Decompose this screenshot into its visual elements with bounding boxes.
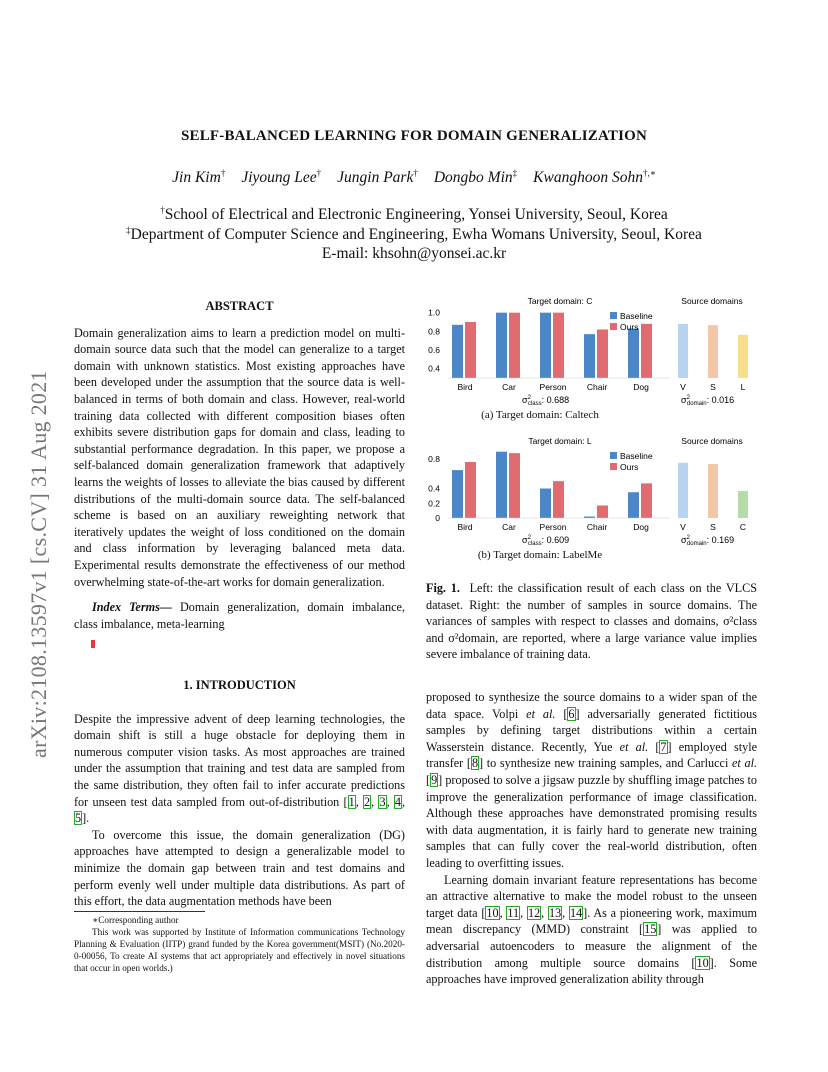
index-terms-label: Index Terms— bbox=[92, 600, 172, 615]
citation-link[interactable]: 8 bbox=[471, 756, 479, 771]
red-marker bbox=[91, 640, 95, 648]
citation-link[interactable]: 13 bbox=[548, 905, 562, 920]
abstract-heading: ABSTRACT bbox=[205, 299, 274, 313]
footnote-corresponding: ∗Corresponding author bbox=[92, 915, 179, 925]
citation-link[interactable]: 14 bbox=[569, 905, 583, 920]
x-tick-label: Car bbox=[502, 382, 516, 392]
bar-baseline bbox=[496, 452, 507, 518]
citation-link[interactable]: 12 bbox=[527, 905, 541, 920]
bar-baseline bbox=[584, 334, 595, 378]
legend-label: Ours bbox=[620, 462, 639, 472]
body-text: adversarially generated fictitious samples by defining target distributions within a certain Wasserstein distance. Recently, Yue bbox=[426, 706, 757, 754]
x-tick-label: Chair bbox=[586, 522, 608, 532]
y-tick-label: 0.8 bbox=[428, 454, 440, 465]
x-tick-label: C bbox=[739, 522, 747, 532]
source-bar-s bbox=[708, 464, 718, 518]
bar-baseline bbox=[496, 313, 507, 378]
index-terms-text: Domain generalization, domain imbalance, class imbalance, meta-learning bbox=[74, 600, 405, 631]
bar-baseline bbox=[540, 489, 551, 518]
bar-ours bbox=[553, 313, 564, 378]
source-bar-v bbox=[678, 463, 688, 518]
y-tick-label: 1.0 bbox=[428, 307, 440, 318]
intro-heading: 1. INTRODUCTION bbox=[183, 678, 296, 692]
right-paragraph-2: Learning domain invariant feature representations has become an attractive alternative to make the model robust to the unseen target data [10, 11, 12, 13, 14]. As a pioneering work, maximum mean discrepancy (MMD) constraint [15] was applied to adversarial autoencoders to measure the alignment of the distribution among multiple source domains [10]. Some approaches have improved generalization ability through bbox=[426, 872, 757, 987]
author-name: Jungin Park† bbox=[337, 168, 418, 187]
source-bar-c bbox=[738, 491, 748, 518]
author-name: Jin Kim† bbox=[172, 168, 226, 187]
bar-ours bbox=[465, 322, 476, 378]
body-text: employed style transfer bbox=[426, 739, 757, 771]
body-text: . Some approaches have improved generalization ability through bbox=[426, 955, 757, 987]
source-bar-l bbox=[738, 335, 748, 378]
email: E-mail: khsohn@yonsei.ac.kr bbox=[321, 245, 507, 262]
body-text: to synthesize new training samples, and Carlucci bbox=[483, 756, 733, 771]
y-tick-label: 0.4 bbox=[428, 363, 440, 374]
citation-link[interactable]: 11 bbox=[507, 905, 520, 920]
citation-link[interactable]: 7 bbox=[660, 739, 667, 754]
x-tick-label: Person bbox=[539, 522, 567, 532]
affiliation-1 bbox=[0, 205, 828, 224]
introduction-section bbox=[74, 677, 405, 910]
body-text: et al. bbox=[619, 739, 649, 754]
x-tick-label: Bird bbox=[457, 522, 473, 532]
y-tick-label: 0.8 bbox=[428, 326, 440, 337]
affiliation-text: Department of Computer Science and Engineering, Ewha Womans University, Seoul, Korea bbox=[130, 226, 702, 244]
footnote-funding: This work was supported by Institute of Information communications Technology Planning & Evaluation (IITP) grand funded by the Korea government(MSIT) (No.2020-0-00056, To create AI systems that act appropriately and effectively in novel situations that occur in open worlds.) bbox=[74, 927, 405, 973]
body-text: ]. As a pioneering work, maximum mean discrepancy (MMD) constraint bbox=[426, 905, 757, 937]
y-tick-label: 0.2 bbox=[428, 498, 440, 509]
author-mark: †,∗ bbox=[642, 168, 656, 178]
affiliation-text: School of Electrical and Electronic Engineering, Yonsei University, Seoul, Korea bbox=[164, 206, 668, 224]
bar-baseline bbox=[540, 313, 551, 378]
source-bar-v bbox=[678, 324, 688, 378]
bar-ours bbox=[509, 453, 520, 518]
citation-link[interactable]: 9 bbox=[431, 772, 438, 787]
citation-link[interactable]: 2 bbox=[364, 794, 371, 809]
x-tick-label: V bbox=[680, 522, 686, 532]
intro-text: ]. bbox=[82, 811, 90, 826]
variance-label: $\sigma^2$ domain: 0.016 bbox=[681, 395, 735, 407]
x-tick-label: Dog bbox=[633, 522, 649, 532]
body-text: proposed to synthesize the source domains to a wider span of the data space. Volpi bbox=[426, 690, 757, 721]
chart-title: Source domains bbox=[681, 296, 743, 306]
figure-1 bbox=[420, 292, 760, 572]
author-name: Dongbo Min‡ bbox=[433, 168, 518, 187]
legend-label: Ours bbox=[620, 322, 639, 332]
variance-label: $\sigma^2$ class: 0.688 bbox=[522, 395, 570, 407]
author-mark: † bbox=[316, 168, 322, 178]
subcaption-a: (a) Target domain: Caltech bbox=[481, 409, 599, 421]
bar-baseline bbox=[628, 492, 639, 518]
arxiv-id: arXiv:2108.13597v1 [cs.CV] 31 Aug 2021 bbox=[26, 370, 51, 758]
citation-link[interactable]: 10 bbox=[696, 955, 709, 970]
intro-paragraph-2: To overcome this issue, the domain generalization (DG) approaches have attempted to design a generalizable model to minimize the domain gap between train and test domains and perform evenly well under multiple data distributions. As part of this effort, the data augmentation methods have been bbox=[74, 827, 405, 909]
legend-swatch bbox=[610, 323, 617, 330]
legend-swatch bbox=[610, 312, 617, 319]
footnote-rule bbox=[74, 911, 205, 912]
x-tick-label: V bbox=[680, 382, 686, 392]
bar-ours bbox=[641, 324, 652, 378]
variance-label: $\sigma^2$ domain: 0.169 bbox=[681, 535, 735, 547]
legend-label: Baseline bbox=[620, 311, 653, 321]
body-text: proposed to solve a jigsaw puzzle by shuffling image patches to improve the generalization performance of image classification. Although these approaches have demonstrated promising results with data augmentation, it is fairly hard to generate new training samples that can fully cover the real-world distribution, often leading to overfitting issues. bbox=[426, 772, 757, 870]
caption-label: Fig. 1. bbox=[426, 581, 460, 595]
chart-title: Source domains bbox=[681, 436, 743, 446]
citation-link[interactable]: 15 bbox=[644, 922, 657, 937]
intro-paragraph-1: Despite the impressive advent of deep learning technologies, the domain shift is still a huge obstacle for deploying them in numerous computer vision tasks. As most approaches are trained under the assumption that training and test data are sampled from the same distribution, they often fail to infer accurate predictions for unseen test data sampled from out-of-distribution [1, 2, 3, 4, 5]. bbox=[74, 711, 406, 826]
legend-swatch bbox=[610, 452, 617, 459]
arxiv-stamp bbox=[24, 290, 50, 760]
y-tick-label: 0 bbox=[435, 513, 440, 523]
affiliation-mark: † bbox=[160, 205, 165, 215]
x-tick-label: L bbox=[740, 382, 746, 392]
bar-ours bbox=[553, 481, 564, 518]
abstract-section bbox=[74, 298, 405, 648]
affiliation-2 bbox=[0, 225, 828, 244]
bar-ours bbox=[597, 505, 608, 518]
y-tick-label: 0.6 bbox=[428, 345, 440, 355]
citation-link[interactable]: 1 bbox=[348, 794, 355, 809]
author-mark: † bbox=[220, 168, 226, 178]
author-mark: † bbox=[413, 168, 418, 178]
x-tick-label: Person bbox=[539, 382, 567, 392]
intro-text: Despite the impressive advent of deep learning technologies, the domain shift is still a huge obstacle for deploying them in numerous computer vision tasks. As most approaches are trained under the assumption that training and test data are sampled from the same distribution, they often fail to infer accurate predictions for unseen test data sampled from out-of-distribution [ bbox=[74, 711, 405, 809]
chart-title: Target domain: C bbox=[527, 296, 593, 306]
author-name: Kwanghoon Sohn†,∗ bbox=[533, 168, 656, 187]
affiliation-mark: ‡ bbox=[126, 225, 131, 235]
body-text: et al. bbox=[732, 756, 757, 771]
source-bar-s bbox=[708, 325, 718, 378]
x-tick-label: S bbox=[710, 382, 716, 392]
figure-caption bbox=[426, 580, 757, 663]
x-tick-label: S bbox=[710, 522, 716, 532]
bar-ours bbox=[641, 483, 652, 518]
footnotes bbox=[74, 914, 405, 974]
bar-baseline bbox=[452, 325, 463, 378]
citation-link[interactable]: 3 bbox=[379, 794, 386, 809]
x-tick-label: Bird bbox=[457, 382, 473, 392]
citation-link[interactable]: 4 bbox=[394, 794, 401, 809]
body-text: Learning domain invariant feature representations has become an attractive alternative to make the model robust to the unseen target data [ bbox=[426, 872, 757, 920]
figure-chart bbox=[420, 292, 760, 572]
citation-link[interactable]: 10 bbox=[486, 905, 499, 920]
citation-link[interactable]: 6 bbox=[568, 706, 575, 721]
bar-ours bbox=[509, 313, 520, 378]
body-text: was applied to adversarial autoencoders to measure the alignment of the distribution among multiple source domains bbox=[426, 922, 757, 970]
caption-text: Left: the classification result of each class on the VLCS dataset. Right: the number of samples in source domains. The variances of samples with respect to classes and domains, σ²class and σ²domain, are reported, where a large variance value implies severe imbalance of training data. bbox=[426, 581, 757, 662]
index-terms bbox=[74, 599, 405, 632]
author-mark: ‡ bbox=[512, 168, 518, 178]
citation-link[interactable]: 5 bbox=[75, 811, 82, 826]
legend-label: Baseline bbox=[620, 451, 653, 461]
variance-label: $\sigma^2$ class: 0.609 bbox=[522, 535, 570, 547]
bar-baseline bbox=[452, 470, 463, 518]
right-paragraph-1: proposed to synthesize the source domains to a wider span of the data space. Volpi et al. [6] adversarially generated fictitious samples by defining target distributions within a certain Wasserstein distance. Recently, Yue et al. [7] employed style transfer [8] to synthesize new training samples, and Carlucci et al. [9] proposed to solve a jigsaw puzzle by shuffling image patches to improve the generalization performance of image classification. Although these approaches have demonstrated promising results with data augmentation, it is fairly hard to generate new training samples that can fully cover the real-world distribution, often leading to overfitting issues. bbox=[426, 690, 757, 870]
abstract-text: Domain generalization aims to learn a prediction model on multi-domain source data such that the model can generalize to a target domain with unknown statistics. Most existing approaches have been developed under the assumption that the source data is well-balanced in terms of both domain and class. However, real-world training data collected with different composition biases often exhibits severe distribution gaps for domain and class, leading to substantial performance degradation. In this paper, we propose a self-balanced domain generalization framework that adaptively learns the weights of losses to alleviate the bias caused by different distributions of the multi-domain source data. The self-balanced scheme is based on an auxiliary reweighting network that iteratively updates the weight of loss conditioned on the domain and class information by leveraging balanced meta data. Experimental results demonstrate the effectiveness of our method overwhelming state-of-the-art works for domain generalization. bbox=[74, 325, 405, 589]
x-tick-label: Dog bbox=[633, 382, 649, 392]
author-name: Jiyoung Lee† bbox=[241, 168, 322, 187]
y-tick-label: 0.4 bbox=[428, 483, 440, 494]
x-tick-label: Car bbox=[502, 522, 516, 532]
legend-swatch bbox=[610, 463, 617, 470]
subcaption-b: (b) Target domain: LabelMe bbox=[477, 549, 603, 561]
bar-ours bbox=[465, 462, 476, 518]
chart-title: Target domain: L bbox=[528, 436, 592, 446]
x-tick-label: Chair bbox=[586, 382, 608, 392]
right-column-text bbox=[426, 689, 757, 988]
body-text: et al. bbox=[526, 706, 556, 721]
bar-ours bbox=[597, 329, 608, 378]
author-list bbox=[0, 168, 828, 187]
paper-title: SELF-BALANCED LEARNING FOR DOMAIN GENERALIZATION bbox=[180, 128, 648, 144]
bar-baseline bbox=[628, 329, 639, 378]
